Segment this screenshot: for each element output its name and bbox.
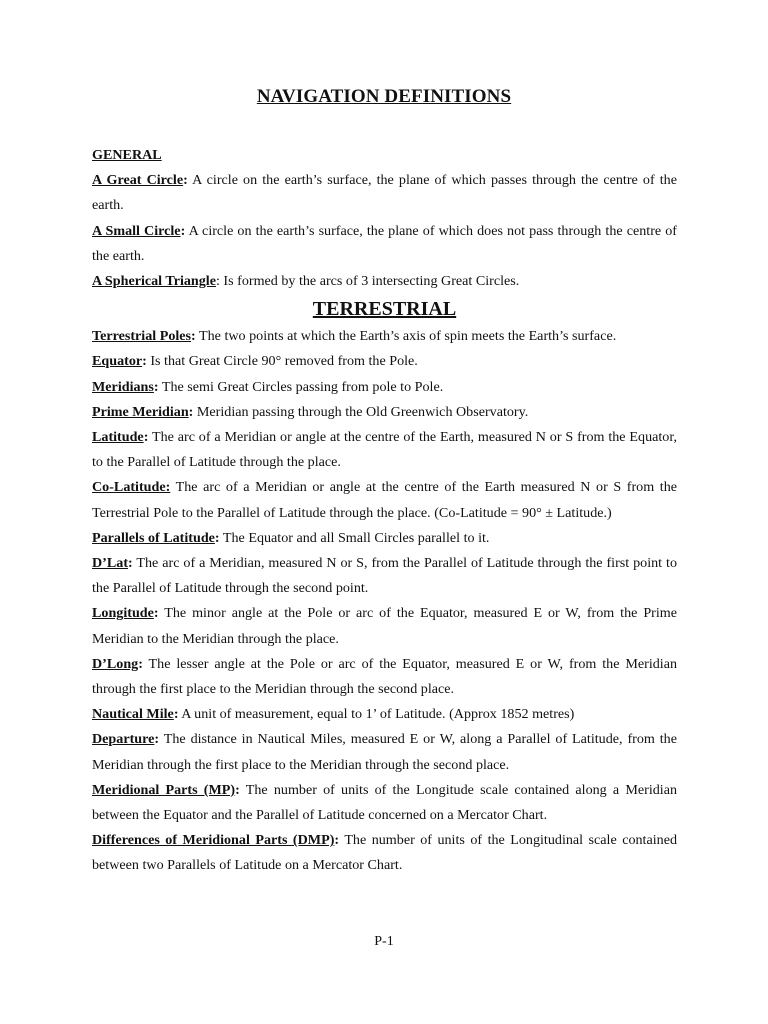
definition-dmp <box>92 828 677 878</box>
definition-separator: : <box>214 529 220 546</box>
definition-text: The arc of a Meridian, measured N or S, from the Parallel of Latitude through the first point to the Parallel of Latitude through the second point. <box>92 555 677 597</box>
definition-term: A Spherical Triangle <box>92 273 216 290</box>
definition-separator: : <box>180 222 186 239</box>
definition-d-lat <box>92 551 677 601</box>
definition-separator: : <box>128 555 133 572</box>
definition-text: The distance in Nautical Miles, measured E or W, along a Parallel of Latitude, from the Meridian through the first place to the Meridian through the second place. <box>92 731 677 773</box>
definition-separator: : <box>188 403 194 420</box>
definition-text: The minor angle at the Pole or arc of the Equator, measured E or W, from the Prime Meridian to the Meridian through the place. <box>92 605 677 647</box>
definition-text: A circle on the earth’s surface, the plane of which does not pass through the centre of the earth. <box>92 222 677 264</box>
definition-term: Meridional Parts (MP) <box>92 781 236 798</box>
definition-term: Meridians <box>92 378 154 395</box>
definition-separator: : <box>138 655 143 672</box>
definition-separator: : <box>215 273 220 290</box>
definition-term: Nautical Mile <box>92 706 174 723</box>
definition-great-circle <box>92 168 677 218</box>
definition-text: A circle on the earth’s surface, the plane of which passes through the centre of the earth. <box>92 172 677 214</box>
definition-text: The number of units of the Longitude scale contained along a Meridian between the Equator and the Parallel of Latitude concerned on a Mercator Chart. <box>92 781 678 824</box>
definition-latitude <box>92 425 677 475</box>
page-title: NAVIGATION DEFINITIONS <box>256 86 512 107</box>
definition-equator <box>92 349 677 374</box>
definition-term: Prime Meridian <box>92 403 189 420</box>
definition-text: Meridian passing through the Old Greenwich Observatory. <box>193 403 529 420</box>
definition-term: Latitude <box>92 429 144 446</box>
definition-separator: : <box>142 353 147 370</box>
definition-co-latitude <box>92 475 677 525</box>
definition-term: Parallels of Latitude <box>92 529 215 546</box>
page-number: P-1 <box>374 934 394 949</box>
terrestrial-heading: TERRESTRIAL <box>312 298 457 321</box>
definition-term: Differences of Meridional Parts (DMP) <box>92 832 335 849</box>
definition-text: The lesser angle at the Pole or arc of the Equator, measured E or W, from the Meridian through the first place to the Meridian through the second place. <box>92 655 677 698</box>
definition-text: Is that Great Circle 90° removed from the Pole. <box>146 353 418 370</box>
definition-departure <box>92 727 677 777</box>
definition-text: Is formed by the arcs of 3 intersecting Great Circles. <box>219 273 520 290</box>
definitions-body <box>92 143 677 879</box>
definition-term: Co-Latitude: <box>92 479 171 496</box>
definition-meridional-parts <box>92 778 677 828</box>
definition-nautical-mile <box>92 702 677 727</box>
definition-term: Equator <box>92 353 143 370</box>
definition-separator: : <box>191 328 196 345</box>
definition-small-circle <box>92 219 677 269</box>
definition-separator: : <box>183 172 188 189</box>
definition-term: Longitude <box>92 605 154 622</box>
general-heading: GENERAL <box>92 147 162 163</box>
definition-separator: : <box>143 429 149 446</box>
definition-text: The arc of a Meridian or angle at the centre of the Earth measured N or S from the Terrestrial Pole to the Parallel of Latitude through the place. (Co-Latitude = 90° ± Latitude.) <box>92 479 677 521</box>
definition-term: Departure <box>92 731 155 748</box>
definition-prime-meridian <box>92 400 677 425</box>
definition-separator: : <box>334 832 340 849</box>
definition-term: A Small Circle <box>92 222 181 239</box>
definition-meridians <box>92 375 677 400</box>
definition-text: The semi Great Circles passing from pole to Pole. <box>158 378 444 395</box>
definition-text: A unit of measurement, equal to 1’ of Latitude. (Approx 1852 metres) <box>178 706 575 723</box>
definition-parallels-of-latitude <box>92 526 677 551</box>
definition-text: The Equator and all Small Circles parallel to it. <box>219 529 490 546</box>
definition-separator: : <box>235 781 240 798</box>
definition-term: Terrestrial Poles <box>92 328 192 345</box>
definition-text: The arc of a Meridian or angle at the centre of the Earth, measured N or S from the Equator, to the Parallel of Latitude through the place. <box>92 429 677 471</box>
definition-term: A Great Circle <box>92 172 184 189</box>
definition-term: D’Lat <box>92 555 129 572</box>
definition-terrestrial-poles <box>92 324 677 349</box>
definition-separator: : <box>153 605 159 622</box>
definition-term: D’Long <box>92 655 139 672</box>
definition-longitude <box>92 601 677 651</box>
definition-text: The number of units of the Longitudinal scale contained between two Parallels of Latitude on a Mercator Chart. <box>92 832 677 874</box>
definition-separator: : <box>173 706 179 723</box>
definition-spherical-triangle <box>92 269 677 294</box>
definition-separator: : <box>154 731 160 748</box>
definition-text: The two points at which the Earth’s axis of spin meets the Earth’s surface. <box>195 328 617 345</box>
definition-separator: : <box>153 378 159 395</box>
definition-d-long <box>92 652 677 702</box>
